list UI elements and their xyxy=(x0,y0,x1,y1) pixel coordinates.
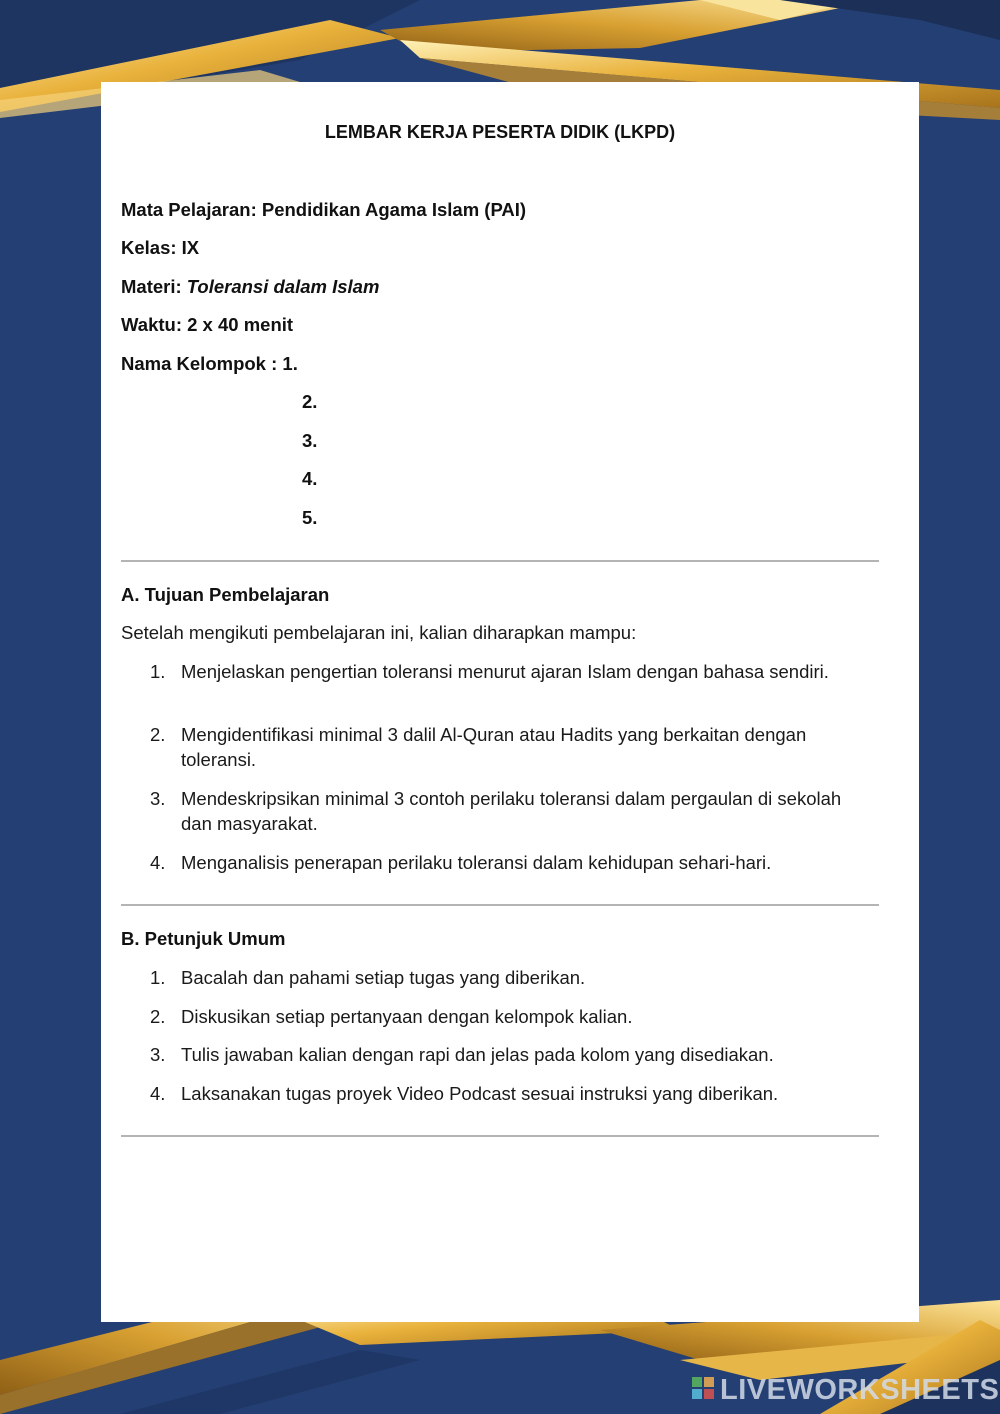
list-item-text: Mengidentifikasi minimal 3 dalil Al-Quran atau Hadits yang berkaitan dengan toleransi. xyxy=(181,724,807,770)
group-member-number: 4. xyxy=(302,468,318,489)
list-item-text: Bacalah dan pahami setiap tugas yang diberikan. xyxy=(181,967,586,988)
worksheet-title: LEMBAR KERJA PESERTA DIDIK (LKPD) xyxy=(324,122,676,142)
list-item-number: 4. xyxy=(150,1083,166,1104)
section-a-intro: Setelah mengikuti pembelajaran ini, kalian diharapkan mampu: xyxy=(121,622,637,643)
class-value: IX xyxy=(181,237,200,258)
section-b-heading: B. Petunjuk Umum xyxy=(121,928,286,949)
time-label: Waktu: xyxy=(121,314,188,335)
divider xyxy=(121,904,879,906)
list-item-number: 2. xyxy=(150,1006,166,1027)
divider xyxy=(121,560,879,562)
topic-line xyxy=(121,276,379,298)
group-line xyxy=(121,353,298,375)
list-item-text: Diskusikan setiap pertanyaan dengan kelompok kalian. xyxy=(181,1006,633,1027)
group-member-number: 5. xyxy=(302,507,318,528)
list-item-number: 3. xyxy=(150,1044,166,1065)
list-item-number: 2. xyxy=(150,724,166,745)
list-item-text: Menjelaskan pengertian toleransi menurut ajaran Islam dengan bahasa sendiri. xyxy=(181,661,829,682)
liveworksheets-watermark[interactable] xyxy=(692,1374,999,1406)
topic-label: Materi: xyxy=(121,276,187,297)
liveworksheets-logo-icon xyxy=(692,1377,714,1399)
list-item-text: Mendeskripsikan minimal 3 contoh perilaku toleransi dalam pergaulan di sekolah dan masyarakat. xyxy=(181,788,842,834)
list-item-text: Laksanakan tugas proyek Video Podcast sesuai instruksi yang diberikan. xyxy=(181,1083,779,1104)
group-member-number: 2. xyxy=(302,391,318,412)
divider xyxy=(121,1135,879,1137)
list-item-number: 4. xyxy=(150,852,166,873)
subject-value: Pendidikan Agama Islam (PAI) xyxy=(261,199,527,220)
group-member-number: 1. xyxy=(282,353,298,374)
list-item-number: 1. xyxy=(150,967,166,988)
list-item-number: 1. xyxy=(150,661,166,682)
time-line xyxy=(121,314,293,336)
group-member-number: 3. xyxy=(302,430,318,451)
subject-line xyxy=(121,199,526,221)
subject-label: Mata Pelajaran: xyxy=(121,199,262,220)
class-label: Kelas: xyxy=(121,237,182,258)
time-value: 2 x 40 menit xyxy=(187,314,294,335)
list-item-number: 3. xyxy=(150,788,166,809)
section-a-heading: A. Tujuan Pembelajaran xyxy=(121,584,330,605)
list-item-text: Tulis jawaban kalian dengan rapi dan jelas pada kolom yang disediakan. xyxy=(181,1044,774,1065)
list-item-text: Menganalisis penerapan perilaku toleransi dalam kehidupan sehari-hari. xyxy=(181,852,772,873)
topic-value: Toleransi dalam Islam xyxy=(186,276,380,297)
class-line xyxy=(121,237,199,259)
watermark-text: LIVEWORKSHEETS xyxy=(720,1374,1000,1406)
group-label: Nama Kelompok : xyxy=(121,353,283,374)
